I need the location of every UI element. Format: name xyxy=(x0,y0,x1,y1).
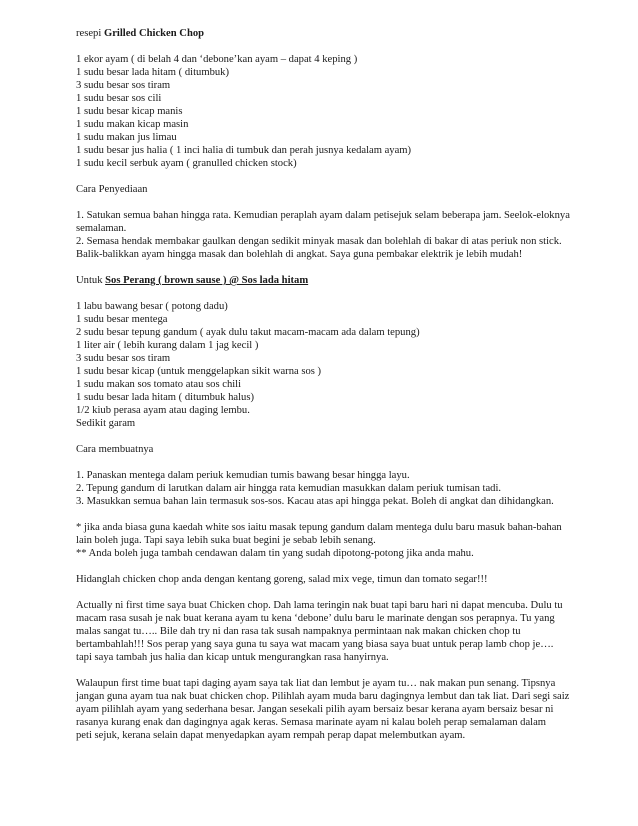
sauce-ingredient-item: 2 sudu besar tepung gandum ( ayak dulu takut macam-macam ada dalam tepung) xyxy=(76,327,420,338)
sauce-heading xyxy=(76,274,576,287)
ingredients-list xyxy=(76,53,576,170)
ingredient-item: 1 sudu besar kicap manis xyxy=(76,106,183,117)
ingredient-item: 1 sudu besar jus halia ( 1 inci halia di tumbuk dan perah jusnya kedalam ayam) xyxy=(76,145,412,156)
story-line: rasanya kurang enak dan dagingnya agak keras. Semasa marinate ayam ni kalau boleh perap semalaman dalam xyxy=(76,717,547,728)
note-line: lain boleh juga. Tapi saya lebih suka buat begini je sebab lebih senang. xyxy=(76,535,376,546)
ingredient-item: 1 ekor ayam ( di belah 4 dan ‘debone’kan ayam – dapat 4 keping ) xyxy=(76,54,358,65)
story-paragraph-2 xyxy=(76,677,576,742)
sauce-ingredient-item: 1 sudu besar kicap (untuk menggelapkan sikit warna sos ) xyxy=(76,366,322,377)
serving-suggestion: Hidanglah chicken chop anda dengan kentang goreng, salad mix vege, timun dan tomato segar!!! xyxy=(76,574,488,585)
title-prefix: resepi xyxy=(76,28,102,39)
method-line: 2. Semasa hendak membakar gaulkan dengan sedikit minyak masak dan bolehlah di bakar di atas periuk non stick. xyxy=(76,236,562,247)
title-dish: Grilled Chicken Chop xyxy=(103,28,205,39)
story-paragraph-1 xyxy=(76,599,576,664)
notes xyxy=(76,521,576,560)
story-line: malas sangat tu….. Bile dah try ni dan rasa tak susah nampaknya permintaan nak makan chicken chop tu xyxy=(76,626,521,637)
sauce-method-line: 3. Masukkan semua bahan lain termasuk sos-sos. Kacau atas api hingga pekat. Boleh di angkat dan dihidangkan. xyxy=(76,496,554,507)
sauce-heading-name: Sos Perang ( brown sause ) @ Sos lada hitam xyxy=(105,275,309,286)
note-line: ** Anda boleh juga tambah cendawan dalam tin yang sudah dipotong-potong jika anda mahu. xyxy=(76,548,474,559)
method-line: 1. Satukan semua bahan hingga rata. Kemudian peraplah ayam dalam petisejuk selam beberapa jam. Seelok-eloknya xyxy=(76,210,570,221)
ingredient-item: 1 sudu makan jus limau xyxy=(76,132,177,143)
method-line: Balik-balikkan ayam hingga masak dan bolehlah di angkat. Saya guna pembakar elektrik je lebih mudah! xyxy=(76,249,523,260)
ingredient-item: 1 sudu besar sos cili xyxy=(76,93,162,104)
story-line: ayam pilihlah ayam yang sederhana besar. Jangan sesekali pilih ayam bersaiz besar kerana ayam bersaiz besar ni xyxy=(76,704,554,715)
story-line: Walaupun first time buat tapi daging ayam saya tak liat dan lembut je ayam tu… nak makan pun senang. Tipsnya xyxy=(76,678,556,689)
story-line: macam rasa susah je nak buat kerana ayam tu kena ‘debone’ dulu baru le marinate dengan sos perapnya. Tu yang xyxy=(76,613,555,624)
note-line: * jika anda biasa guna kaedah white sos iaitu masak tepung gandum dalam mentega dulu baru masuk bahan-bahan xyxy=(76,522,562,533)
sauce-ingredient-item: 1 liter air ( lebih kurang dalam 1 jag kecil ) xyxy=(76,340,259,351)
method-line: semalaman. xyxy=(76,223,127,234)
ingredient-item: 1 sudu besar lada hitam ( ditumbuk) xyxy=(76,67,229,78)
story-line: jangan guna ayam tua nak buat chicken chop. Pilihlah ayam muda baru dagingnya lembut dan tak liat. Dari segi saiz xyxy=(76,691,570,702)
sauce-ingredients-list xyxy=(76,300,576,430)
document-body xyxy=(76,27,576,755)
sauce-method-line: 1. Panaskan mentega dalam periuk kemudian tumis bawang besar hingga layu. xyxy=(76,470,410,481)
sauce-method-line: 2. Tepung gandum di larutkan dalam air hingga rata kemudian masukkan dalam periuk tumisan tadi. xyxy=(76,483,502,494)
ingredient-item: 3 sudu besar sos tiram xyxy=(76,80,171,91)
sauce-method-steps xyxy=(76,469,576,508)
sauce-ingredient-item: 1 sudu besar lada hitam ( ditumbuk halus) xyxy=(76,392,254,403)
method-heading: Cara Penyediaan xyxy=(76,184,148,195)
sauce-method-heading: Cara membuatnya xyxy=(76,444,154,455)
story-line: tapi saya tambah jus halia dan kicap untuk mengurangkan rasa hanyirnya. xyxy=(76,652,389,663)
sauce-ingredient-item: 1 labu bawang besar ( potong dadu) xyxy=(76,301,228,312)
story-line: bertambahlah!!! Sos perap yang saya guna tu saya wat macam yang biasa saya buat untuk perap lamb chop je…. xyxy=(76,639,554,650)
sauce-ingredient-item: 3 sudu besar sos tiram xyxy=(76,353,171,364)
ingredient-item: 1 sudu kecil serbuk ayam ( granulled chicken stock) xyxy=(76,158,297,169)
sauce-ingredient-item: 1/2 kiub perasa ayam atau daging lembu. xyxy=(76,405,250,416)
sauce-ingredient-item: 1 sudu besar mentega xyxy=(76,314,168,325)
story-line: Actually ni first time saya buat Chicken chop. Dah lama teringin nak buat tapi baru hari ni dapat mencuba. Dulu tu xyxy=(76,600,563,611)
sauce-heading-prefix: Untuk xyxy=(76,275,103,286)
recipe-title xyxy=(76,27,576,40)
sauce-ingredient-item: 1 sudu makan sos tomato atau sos chili xyxy=(76,379,242,390)
method-steps xyxy=(76,209,576,261)
ingredient-item: 1 sudu makan kicap masin xyxy=(76,119,189,130)
story-line: peti sejuk, kerana selain dapat menyedapkan ayam rempah perap dapat melembutkan ayam. xyxy=(76,730,466,741)
sauce-ingredient-item: Sedikit garam xyxy=(76,418,136,429)
